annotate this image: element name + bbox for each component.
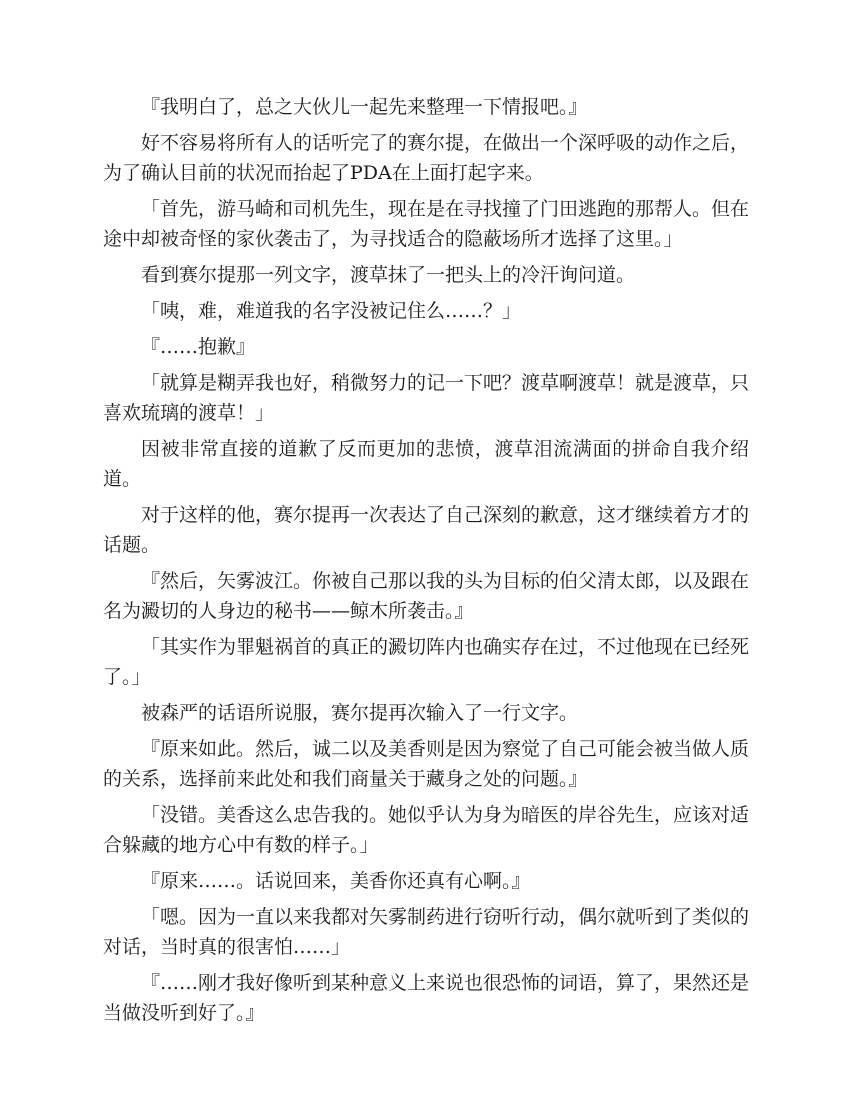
paragraph: 『……刚才我好像听到某种意义上来说也很恐怖的词语，算了，果然还是当做没听到好了。』 [103,972,750,1024]
paragraph: 「其实作为罪魁祸首的真正的澱切阵内也确实存在过，不过他现在已经死了。」 [103,636,750,688]
paragraph: 「首先，游马崎和司机先生，现在是在寻找撞了门田逃跑的那帮人。但在途中却被奇怪的家伙袭击了，为寻找适合的隐蔽场所才选择了这里。」 [103,198,750,250]
paragraph: 「嗯。因为一直以来我都对矢雾制药进行窃听行动，偶尔就听到了类似的对话，当时真的很害怕……」 [103,906,750,958]
paragraph: 『原来如此。然后，诚二以及美香则是因为察觉了自己可能会被当做人质的关系，选择前来此处和我们商量关于藏身之处的问题。』 [103,738,750,790]
paragraph: 『我明白了，总之大伙儿一起先来整理一下情报吧。』 [141,96,588,118]
paragraph: 『……抱歉』 [141,336,256,358]
paragraph: 看到赛尔提那一列文字，渡草抹了一把头上的冷汗询问道。 [141,264,636,286]
paragraph: 对于这样的他，赛尔提再一次表达了自己深刻的歉意，这才继续着方才的话题。 [103,504,750,556]
paragraph: 好不容易将所有人的话听完了的赛尔提，在做出一个深呼吸的动作之后，为了确认目前的状况而抬起了PDA在上面打起字来。 [103,132,750,184]
paragraph: 「咦，难，难道我的名字没被记住么……？」 [141,300,522,322]
paragraph: 被森严的话语所说服，赛尔提再次输入了一行文字。 [141,702,579,724]
paragraph: 『原来……。话说回来，美香你还真有心啊。』 [141,870,531,892]
paragraph: 『然后，矢雾波江。你被自己那以我的头为目标的伯父清太郎，以及跟在名为澱切的人身边的秘书——鲸木所袭击。』 [103,570,750,622]
paragraph: 「没错。美香这么忠告我的。她似乎认为身为暗医的岸谷先生，应该对适合躲藏的地方心中有数的样子。」 [103,804,750,856]
paragraph: 因被非常直接的道歉了反而更加的悲愤，渡草泪流满面的拼命自我介绍道。 [103,438,749,490]
document-page [103,92,749,1034]
paragraph: 「就算是糊弄我也好，稍微努力的记一下吧？渡草啊渡草！就是渡草，只喜欢琉璃的渡草！」 [103,372,750,424]
